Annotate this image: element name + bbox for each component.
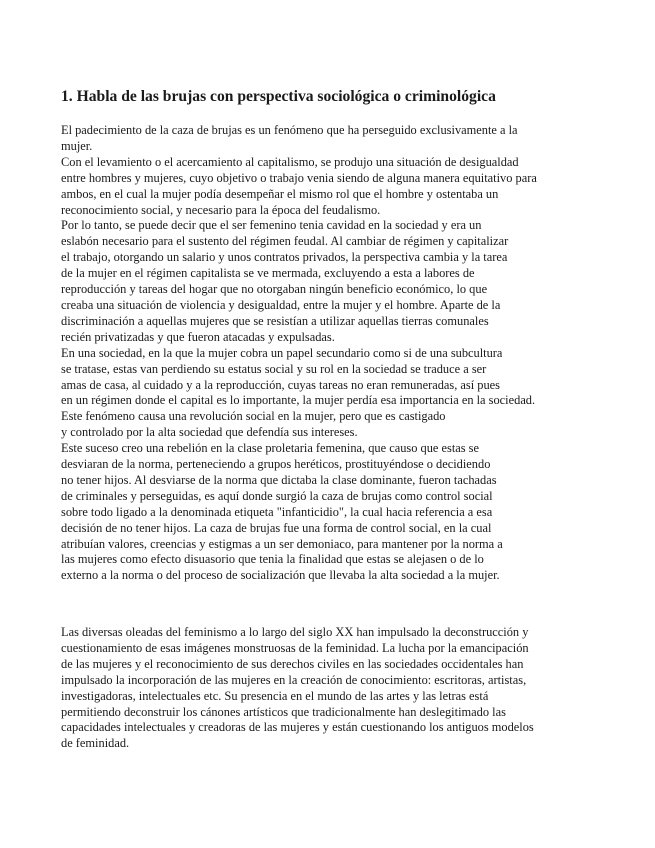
text-line: entre hombres y mujeres, cuyo objetivo o trabajo venia siendo de alguna manera equitativo para [61, 170, 537, 185]
text-line: sobre todo ligado a la denominada etiqueta "infanticidio", la cual hacia referencia a esa [61, 504, 493, 519]
text-line: reproducción y tareas del hogar que no otorgaban ningún beneficio económico, lo que [61, 282, 488, 297]
text-line: mujer. [61, 138, 93, 153]
text-line: Con el levamiento o el acercamiento al capitalismo, se produjo una situación de desigualdad [61, 154, 519, 169]
text-line: no tener hijos. Al desviarse de la norma que dictaba la clase dominante, fueron tachadas [61, 472, 497, 487]
text-line: capacidades intelectuales y creadoras de las mujeres y están cuestionando los antiguos modelos [61, 720, 534, 735]
text-line: las mujeres como efecto disuasorio que tenia la finalidad que estas se alejasen o de lo [61, 552, 484, 567]
body-paragraph-2 [61, 625, 534, 752]
text-line: de feminidad. [61, 736, 130, 751]
text-line: El padecimiento de la caza de brujas es un fenómeno que ha perseguido exclusivamente a la [61, 123, 518, 137]
text-line: cuestionamiento de esas imágenes monstruosas de la feminidad. La lucha por la emancipación [61, 640, 529, 655]
text-line: recién privatizadas y que fueron atacadas y expulsadas. [61, 329, 335, 344]
text-line: de la mujer en el régimen capitalista se ve mermada, excluyendo a esta a labores de [61, 266, 475, 281]
section-heading: 1. Habla de las brujas con perspectiva sociológica o criminológica [61, 88, 496, 105]
text-line: Este fenómeno causa una revolución social en la mujer, pero que es castigado [61, 409, 446, 424]
text-line: decisión de no tener hijos. La caza de brujas fue una forma de control social, en la cual [61, 520, 492, 535]
text-line: y controlado por la alta sociedad que defendía sus intereses. [61, 425, 358, 440]
text-line: atribuían valores, creencias y estigmas a un ser demoniaco, para mantener por la norma a [61, 536, 503, 551]
text-line: Por lo tanto, se puede decir que el ser femenino tenia cavidad en la sociedad y era un [61, 218, 482, 233]
text-line: impulsado la incorporación de las mujeres en la creación de conocimiento: escritoras, artistas, [61, 672, 527, 687]
text-line: ambos, en el cual la mujer podía desempeñar el mismo rol que el hombre y ostentaba un [61, 186, 499, 201]
text-line: Las diversas oleadas del feminismo a lo largo del siglo XX han impulsado la deconstrucción y [61, 625, 529, 639]
text-line: el trabajo, otorgando un salario y unos contratos privados, la perspectiva cambia y la tarea [61, 250, 508, 265]
text-line: amas de casa, al cuidado y a la reproducción, cuyas tareas no eran remuneradas, así pues [61, 377, 500, 392]
text-line: en un régimen donde el capital es lo importante, la mujer perdía esa importancia en la sociedad. [61, 393, 536, 408]
text-line: discriminación a aquellas mujeres que se resistían a utilizar aquellas tierras comunales [61, 313, 489, 328]
text-line: eslabón necesario para el sustento del régimen feudal. Al cambiar de régimen y capitalizar [61, 234, 509, 249]
text-line: desviaran de la norma, perteneciendo a grupos heréticos, prostituyéndose o decidiendo [61, 457, 491, 472]
text-line: En una sociedad, en la que la mujer cobra un papel secundario como si de una subcultura [61, 345, 503, 360]
body-paragraph-1 [61, 123, 537, 584]
text-line: investigadoras, intelectuales etc. Su presencia en el mundo de las artes y las letras está [61, 688, 489, 703]
text-line: reconocimiento social, y necesario para la época del feudalismo. [61, 202, 381, 217]
text-line: de las mujeres y el reconocimiento de sus derechos civiles en las sociedades occidentales han [61, 656, 524, 671]
text-line: Este suceso creo una rebelión en la clase proletaria femenina, que causo que estas se [61, 441, 480, 456]
text-line: se tratase, estas van perdiendo su estatus social y su rol en la sociedad se traduce a ser [61, 361, 487, 376]
text-line: de criminales y perseguidas, es aquí donde surgió la caza de brujas como control social [61, 488, 493, 503]
text-line: permitiendo deconstruir los cánones artísticos que tradicionalmente han deslegitimado las [61, 704, 506, 719]
text-line: creaba una situación de violencia y desigualdad, entre la mujer y el hombre. Aparte de la [61, 297, 501, 312]
text-line: externo a la norma o del proceso de socialización que llevaba la alta sociedad a la mujer. [61, 568, 500, 583]
